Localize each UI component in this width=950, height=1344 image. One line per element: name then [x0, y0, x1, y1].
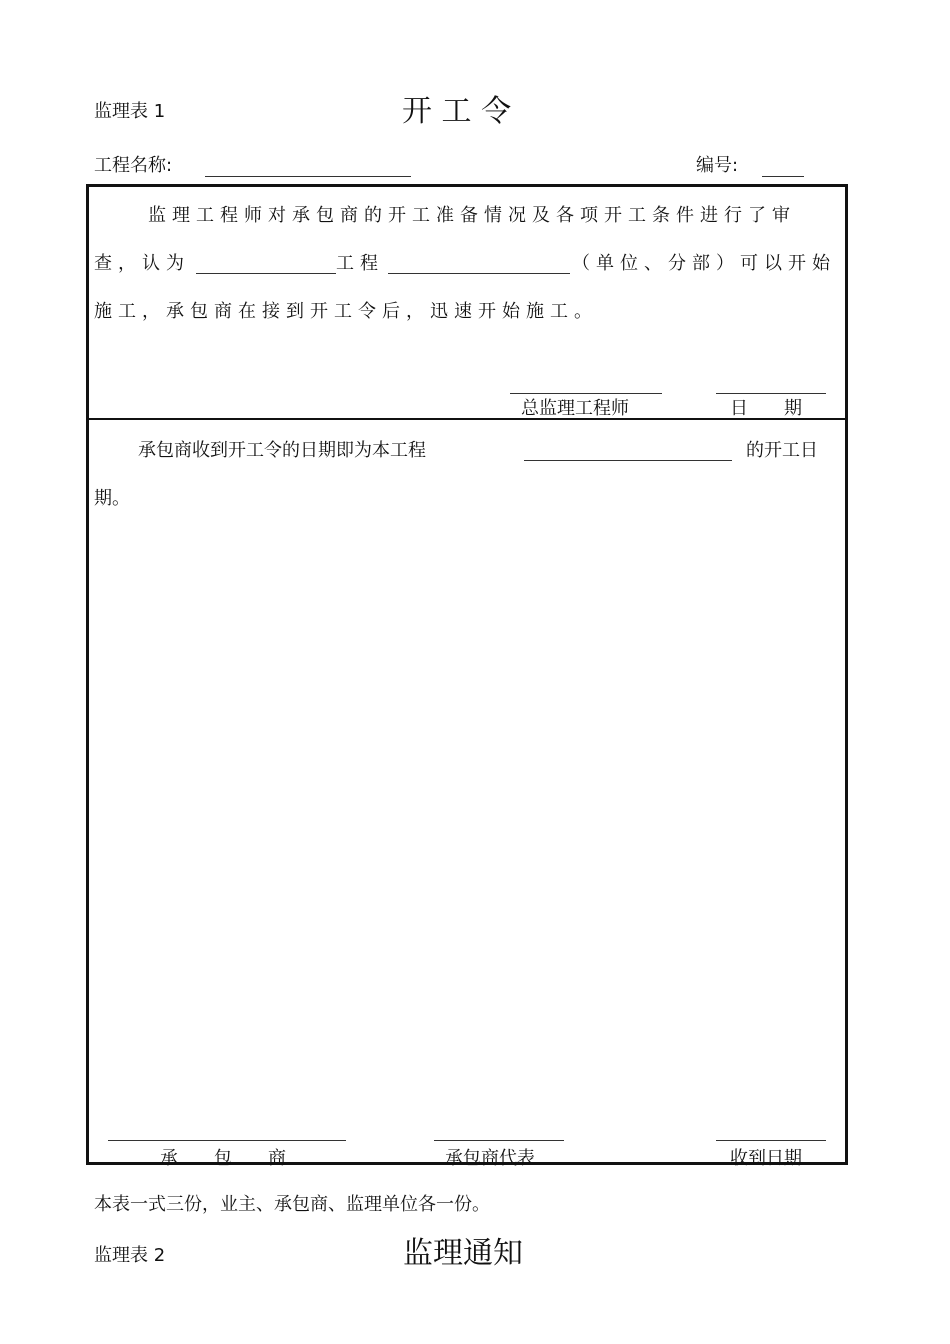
- project-name-label: 工程名称:: [94, 155, 173, 176]
- receipt-line-1-start: 承包商收到开工令的日期即为本工程: [138, 440, 426, 461]
- instruction-line-2-end: （单位、分部）可以开始: [572, 253, 836, 274]
- unit-blank-field[interactable]: [388, 273, 570, 274]
- form2-title: 监理通知: [403, 1236, 523, 1271]
- number-field[interactable]: [762, 176, 804, 177]
- receipt-line-2: 期。: [94, 488, 130, 509]
- date-label: 日 期: [730, 398, 802, 419]
- form2-number: 监理表 2: [94, 1245, 166, 1266]
- contractor-rep-signature-line[interactable]: [434, 1140, 564, 1141]
- page-title: 开 工 令: [402, 94, 512, 129]
- instruction-line-3: 施工，承包商在接到开工令后，迅速开始施工。: [94, 301, 598, 322]
- chief-engineer-label: 总监理工程师: [521, 398, 629, 419]
- contractor-label: 承 包 商: [160, 1148, 286, 1169]
- receive-date-label: 收到日期: [730, 1148, 802, 1169]
- project-blank-field[interactable]: [196, 273, 336, 274]
- instruction-line-1: 监理工程师对承包商的开工准备情况及各项开工条件进行了审: [148, 205, 796, 226]
- project-name-field[interactable]: [205, 176, 411, 177]
- receive-date-signature-line[interactable]: [716, 1140, 826, 1141]
- form-box: [86, 184, 848, 1165]
- receipt-line-1-end: 的开工日: [746, 440, 818, 461]
- instruction-line-2-mid: 工程: [336, 253, 384, 274]
- contractor-signature-line[interactable]: [108, 1140, 346, 1141]
- footnote: 本表一式三份，业主、承包商、监理单位各一份。: [94, 1194, 490, 1215]
- number-label: 编号:: [696, 155, 739, 176]
- instruction-line-2-start: 查，认为: [94, 253, 190, 274]
- form-number: 监理表 1: [94, 101, 166, 122]
- contractor-rep-label: 承包商代表: [445, 1148, 535, 1169]
- start-date-field[interactable]: [524, 460, 732, 461]
